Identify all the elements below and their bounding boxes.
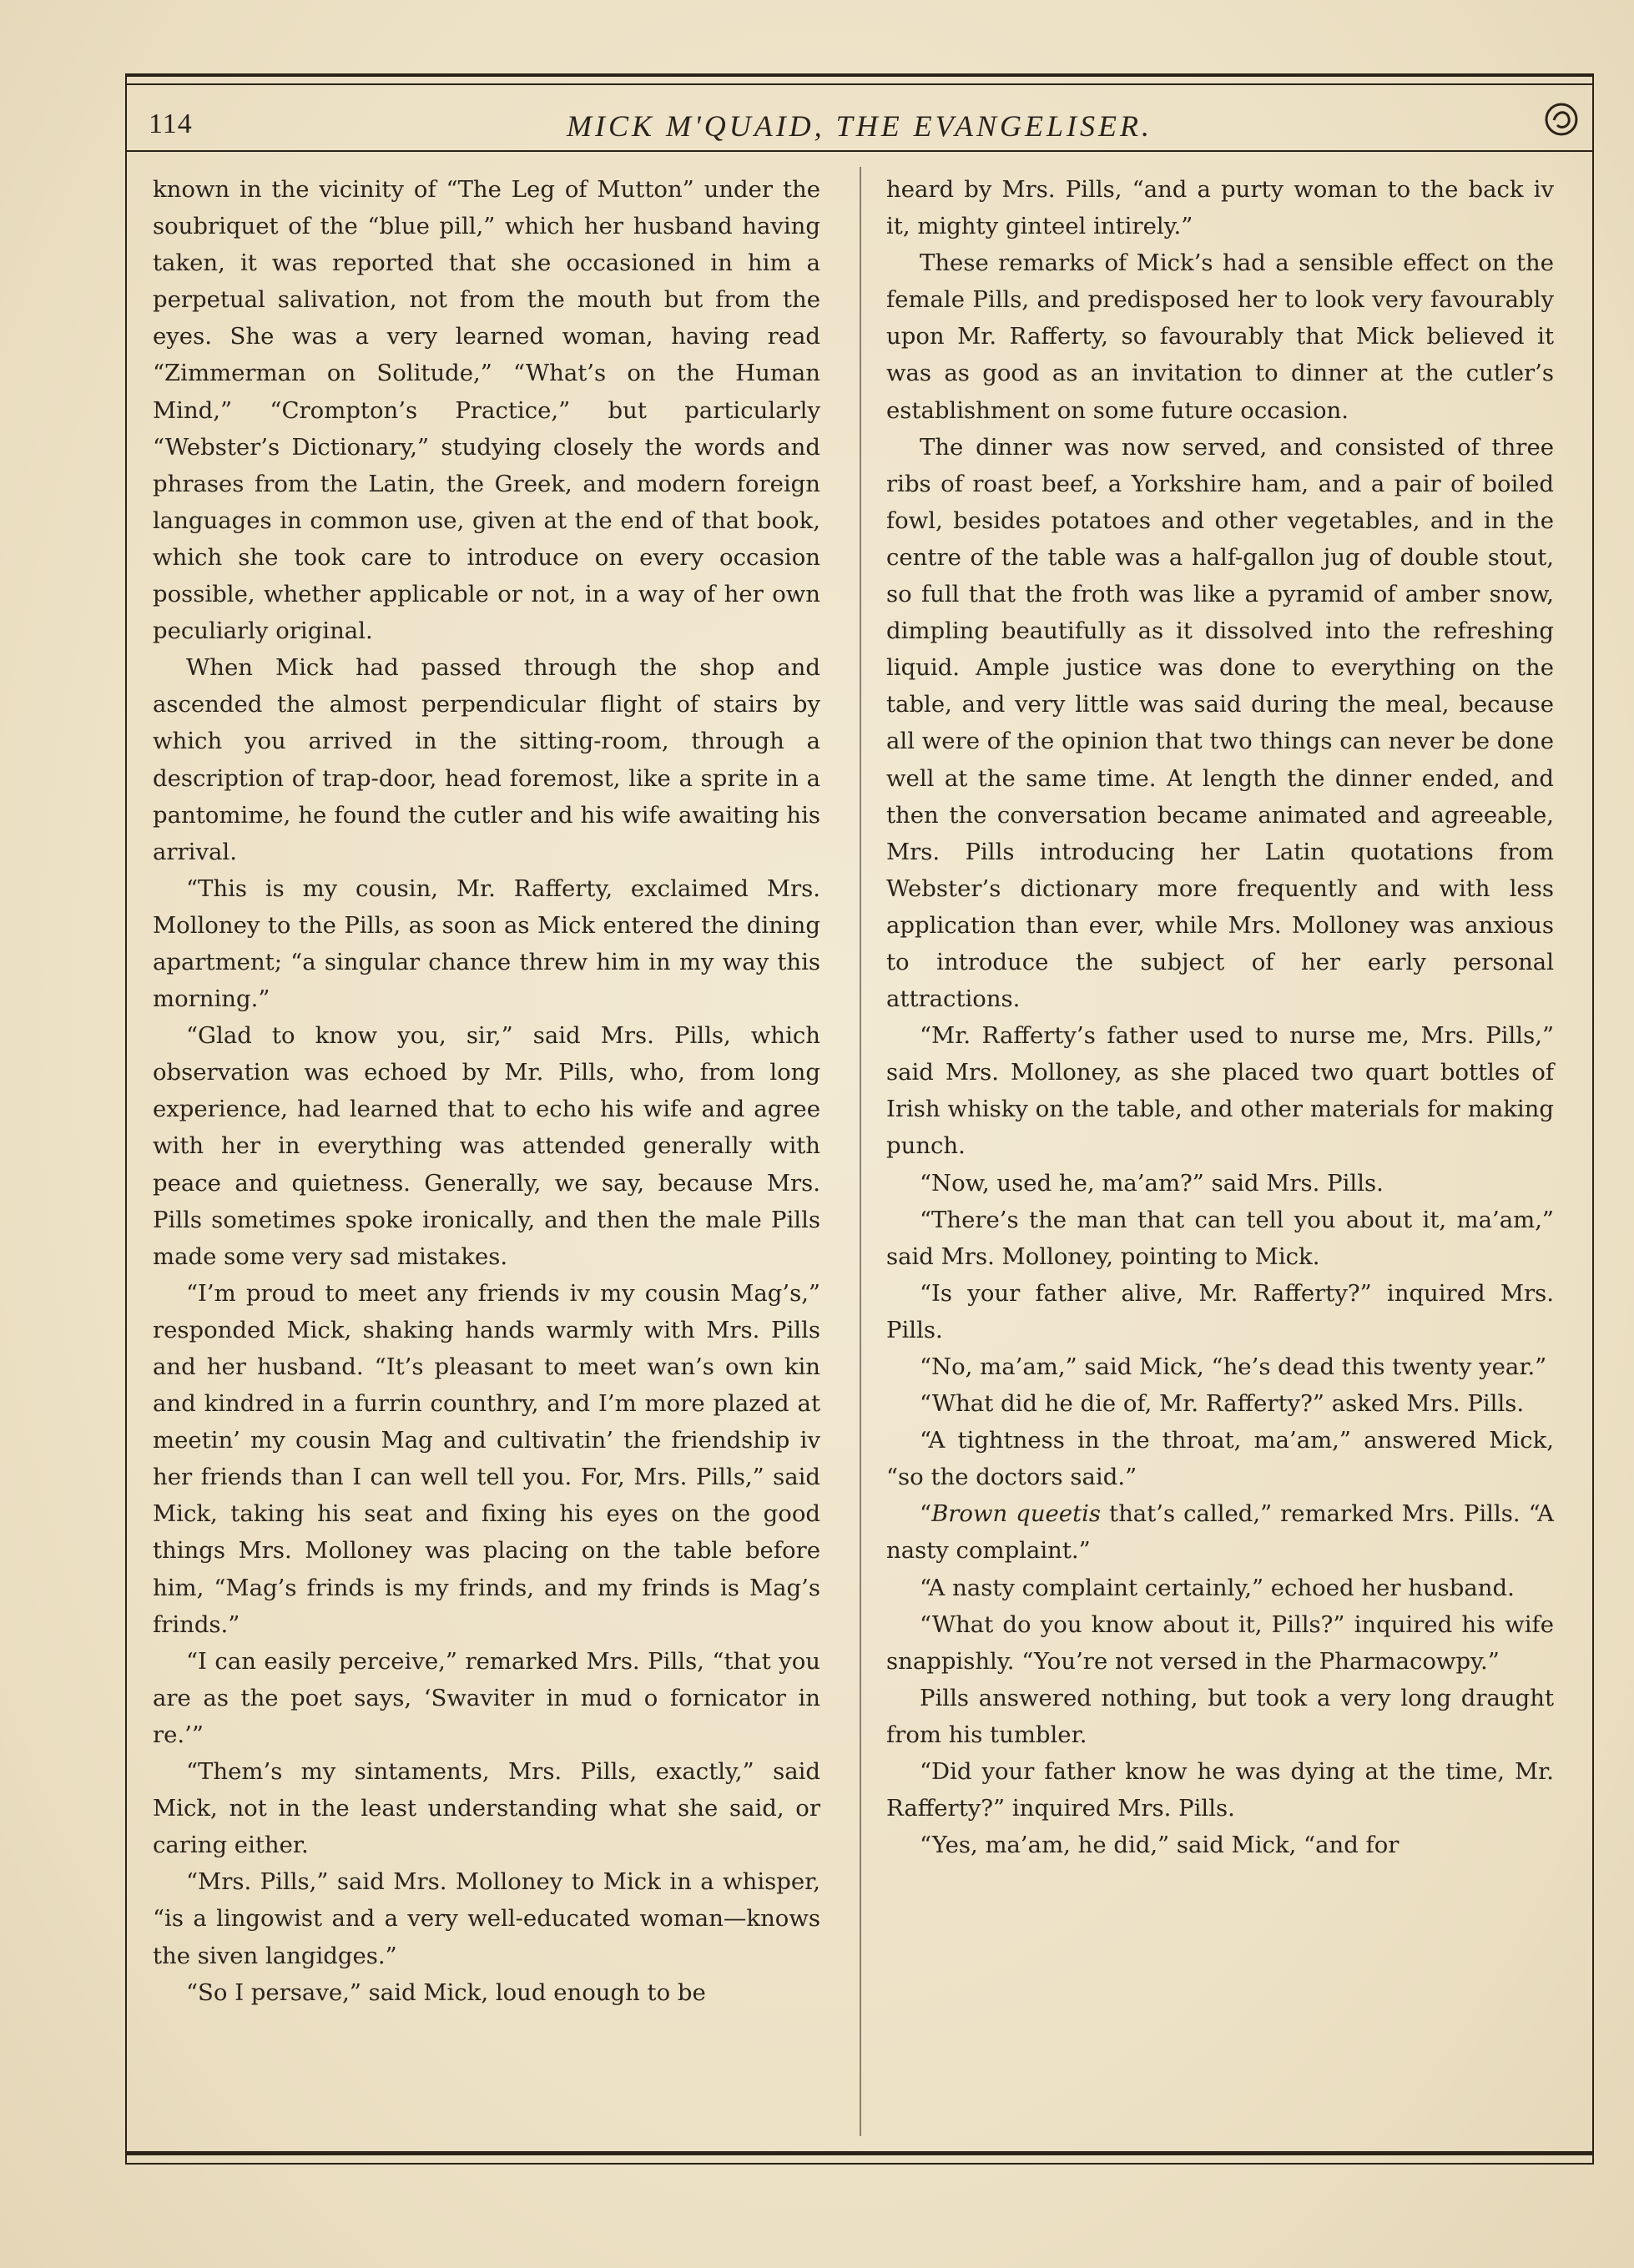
paragraph: “I can easily perceive,” remarked Mrs. Pills, “that you are as the poet says, ‘Swaviter in mud o fornicator in re.’”: [153, 1647, 820, 1748]
paragraph: “Did your father know he was dying at the time, Mr. Rafferty?” inquired Mrs. Pills.: [886, 1758, 1554, 1822]
paragraph: “What did he die of, Mr. Rafferty?” asked Mrs. Pills.: [920, 1390, 1525, 1418]
bottom-rule-thin: [125, 2163, 1594, 2165]
header-rule: [125, 150, 1594, 152]
paragraph: “Mr. Rafferty’s father used to nurse me, Mrs. Pills,” said Mrs. Molloney, as she placed two quart bottles of Irish whisky on the table, and other materials for making punch.: [886, 1022, 1554, 1160]
paragraph: “A nasty complaint certainly,” echoed her husband.: [920, 1574, 1515, 1601]
paragraph: “What do you know about it, Pills?” inquired his wife snappishly. “You’re not versed in the Pharmacowpy.”: [886, 1610, 1554, 1675]
paragraph: “I’m proud to meet any friends iv my cousin Mag’s,” responded Mick, shaking hands warmly with Mrs. Pills and her husband. “It’s pleasant to meet wan’s own kin and kindred in a furrin counthry, and I’m more plazed at meetin’ my cousin Mag and cultivatin’ the friendship iv her friends than I can well tell you. For, Mrs. Pills,” said Mick, taking his seat and fixing his eyes on the good things Mrs. Molloney was placing on the table before him, “Mag’s frinds is my frinds, and my frinds is Mag’s frinds.”: [153, 1279, 820, 1638]
right-border: [1592, 73, 1594, 2165]
paragraph: Pills answered nothing, but took a very long draught from his tumbler.: [886, 1684, 1554, 1748]
paragraph: “So I persave,” said Mick, loud enough to be: [186, 1978, 706, 2006]
paragraph: “Now, used he, ma’am?” said Mrs. Pills.: [920, 1169, 1384, 1197]
paragraph: “Glad to know you, sir,” said Mrs. Pills, which observation was echoed by Mr. Pills, who, from long experience, had learned that to echo his wife and agree with her in everything was attended generally with peace and quietness. Generally, we say, because Mrs. Pills sometimes spoke ironically, and then the male Pills made some very sad mistakes.: [153, 1022, 820, 1270]
paragraph: known in the vicinity of “The Leg of Mutton” under the soubriquet of the “blue pill,” which her husband having taken, it was reported that she occasioned in him a perpetual salivation, not from the mouth but from the eyes. She was a very learned woman, having read “Zimmerman on Solitude,” “What’s on the Human Mind,” “Crompton’s Practice,” but particularly “Webster’s Dictionary,” studying closely the words and phrases from the Latin, the Greek, and modern foreign languages in common use, given at the end of that book, which she took care to introduce on every occasion possible, whether applicable or not, in a way of her own peculiarly original.: [153, 176, 820, 645]
column-divider: [860, 167, 861, 2136]
paragraph: “This is my cousin, Mr. Rafferty, exclaimed Mrs. Molloney to the Pills, as soon as Mick entered the dining apartment; “a singular chance threw him in my way this morning.”: [153, 874, 820, 1013]
top-rule: [125, 73, 1594, 77]
left-column: [153, 171, 820, 2011]
paragraph: These remarks of Mick’s had a sensible effect on the female Pills, and predisposed her to look very favourably upon Mr. Rafferty, so favourably that Mick believed it was as good as an invitation to dinner at the cutler’s establishment on some future occasion.: [886, 249, 1554, 424]
paragraph: “No, ma’am,” said Mick, “he’s dead this twenty year.”: [920, 1353, 1547, 1380]
paragraph: “Mrs. Pills,” said Mrs. Molloney to Mick in a whisper, “is a lingowist and a very well-educated woman—knows the siven langidges.”: [153, 1868, 820, 1969]
page-header: [125, 92, 1594, 147]
italic-phrase: Brown queetis: [931, 1500, 1102, 1528]
bottom-rule: [125, 2151, 1594, 2155]
right-column: [886, 171, 1554, 1863]
page-number: 114: [149, 108, 193, 139]
paragraph: heard by Mrs. Pills, “and a purty woman to the back iv it, mighty ginteel intirely.”: [886, 176, 1554, 240]
paragraph: The dinner was now served, and consisted of three ribs of roast beef, a Yorkshire ham, and a pair of boiled fowl, besides potatoes and other vegetables, and in the centre of the table was a half-gallon jug of double stout, so full that the froth was like a pyramid of amber snow, dimpling beautifully as it dissolved into the refreshing liquid. Ample justice was done to everything on the table, and very little was said during the meal, because all were of the opinion that two things can never be done well at the same time. At length the dinner ended, and then the conversation became animated and agreeable, Mrs. Pills introducing her Latin quotations from Webster’s dictionary more frequently and with less application than ever, while Mrs. Molloney was anxious to introduce the subject of her early personal attractions.: [886, 433, 1554, 1013]
ornament-icon: [1542, 100, 1581, 139]
paragraph-rest: that’s called,” remarked Mrs. Pills. “A nasty complaint.”: [886, 1500, 1554, 1565]
paragraph: “There’s the man that can tell you about it, ma’am,” said Mrs. Molloney, pointing to Mick.: [886, 1206, 1554, 1270]
paragraph: “A tightness in the throat, ma’am,” answered Mick, “so the doctors said.”: [886, 1427, 1554, 1491]
paragraph: “Yes, ma’am, he did,” said Mick, “and for: [920, 1832, 1399, 1859]
left-border: [125, 73, 127, 2165]
paragraph: When Mick had passed through the shop and ascended the almost perpendicular flight of stairs by which you arrived in the sitting-room, through a description of trap-door, head foremost, like a sprite in a pantomime, he found the cutler and his wife awaiting his arrival.: [153, 654, 820, 865]
paragraph: “Brown queetis that’s called,” remarked Mrs. Pills. “A nasty complaint.”: [886, 1500, 1554, 1565]
running-title: MICK M'QUAID, THE EVANGELISER.: [567, 109, 1152, 143]
paragraph: “Is your father alive, Mr. Rafferty?” inquired Mrs. Pills.: [886, 1279, 1554, 1343]
top-rule-thin: [125, 83, 1594, 85]
paragraph: “Them’s my sintaments, Mrs. Pills, exactly,” said Mick, not in the least understanding what she said, or caring either.: [153, 1758, 820, 1859]
